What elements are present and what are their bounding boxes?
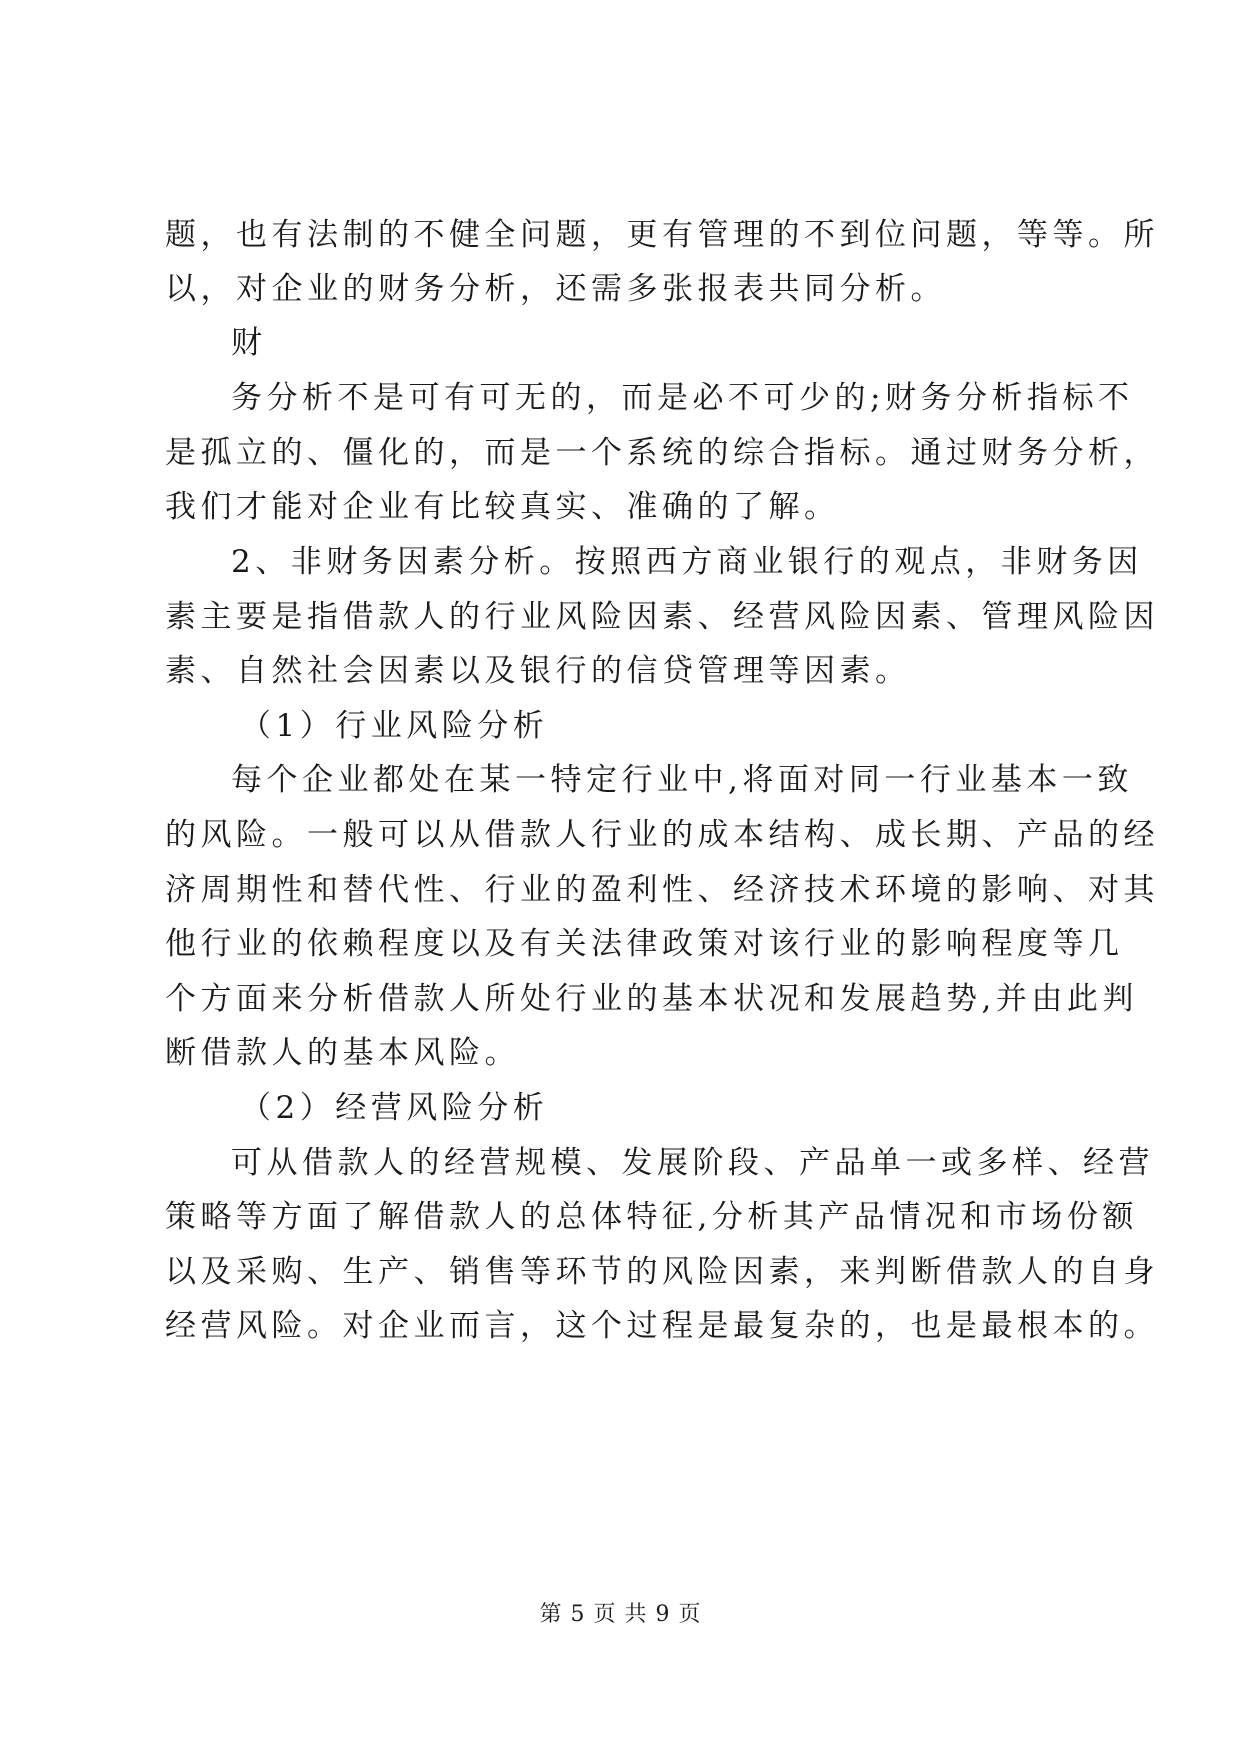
paragraph-line-11: 每个企业都处在某一特定行业中,将面对同一行业基本一致: [231, 762, 1133, 798]
paragraph-line-15: 个方面来分析借款人所处行业的基本状况和发展趋势,并由此判: [165, 981, 1138, 1017]
paragraph-line-7: 2、非财务因素分析。按照西方商业银行的观点，非财务因: [231, 544, 1143, 580]
paragraph-line-20: 以及采购、生产、销售等环节的风险因素，来判断借款人的自身: [165, 1254, 1159, 1290]
paragraph-line-5: 是孤立的、僵化的，而是一个系统的综合指标。通过财务分析，: [165, 435, 1159, 471]
paragraph-line-1: 题，也有法制的不健全问题，更有管理的不到位问题，等等。所: [165, 217, 1159, 253]
paragraph-line-21: 经营风险。对企业而言，这个过程是最复杂的，也是最根本的。: [165, 1308, 1159, 1344]
paragraph-line-12: 的风险。一般可以从借款人行业的成本结构、成长期、产品的经: [165, 817, 1159, 853]
paragraph-line-8: 素主要是指借款人的行业风险因素、经营风险因素、管理风险因: [165, 599, 1159, 635]
paragraph-line-3: 财: [231, 325, 267, 361]
paragraph-line-18: 可从借款人的经营规模、发展阶段、产品单一或多样、经营: [231, 1145, 1154, 1181]
paragraph-line-19: 策略等方面了解借款人的总体特征,分析其产品情况和市场份额: [165, 1199, 1138, 1235]
section-heading-operating-risk: （2）经营风险分析: [240, 1090, 549, 1126]
paragraph-line-13: 济周期性和替代性、行业的盈利性、经济技术环境的影响、对其: [165, 872, 1159, 908]
paragraph-line-6: 我们才能对企业有比较真实、准确的了解。: [165, 489, 840, 525]
paragraph-line-9: 素、自然社会因素以及银行的信贷管理等因素。: [165, 653, 911, 689]
section-heading-industry-risk: （1）行业风险分析: [240, 708, 549, 744]
paragraph-line-14: 他行业的依赖程度以及有关法律政策对该行业的影响程度等几: [165, 926, 1124, 962]
page-footer: 第 5 页 共 9 页: [539, 1602, 702, 1627]
paragraph-line-16: 断借款人的基本风险。: [165, 1035, 520, 1071]
paragraph-line-2: 以，对企业的财务分析，还需多张报表共同分析。: [165, 271, 946, 307]
paragraph-line-4: 务分析不是可有可无的，而是必不可少的;财务分析指标不: [231, 380, 1134, 416]
